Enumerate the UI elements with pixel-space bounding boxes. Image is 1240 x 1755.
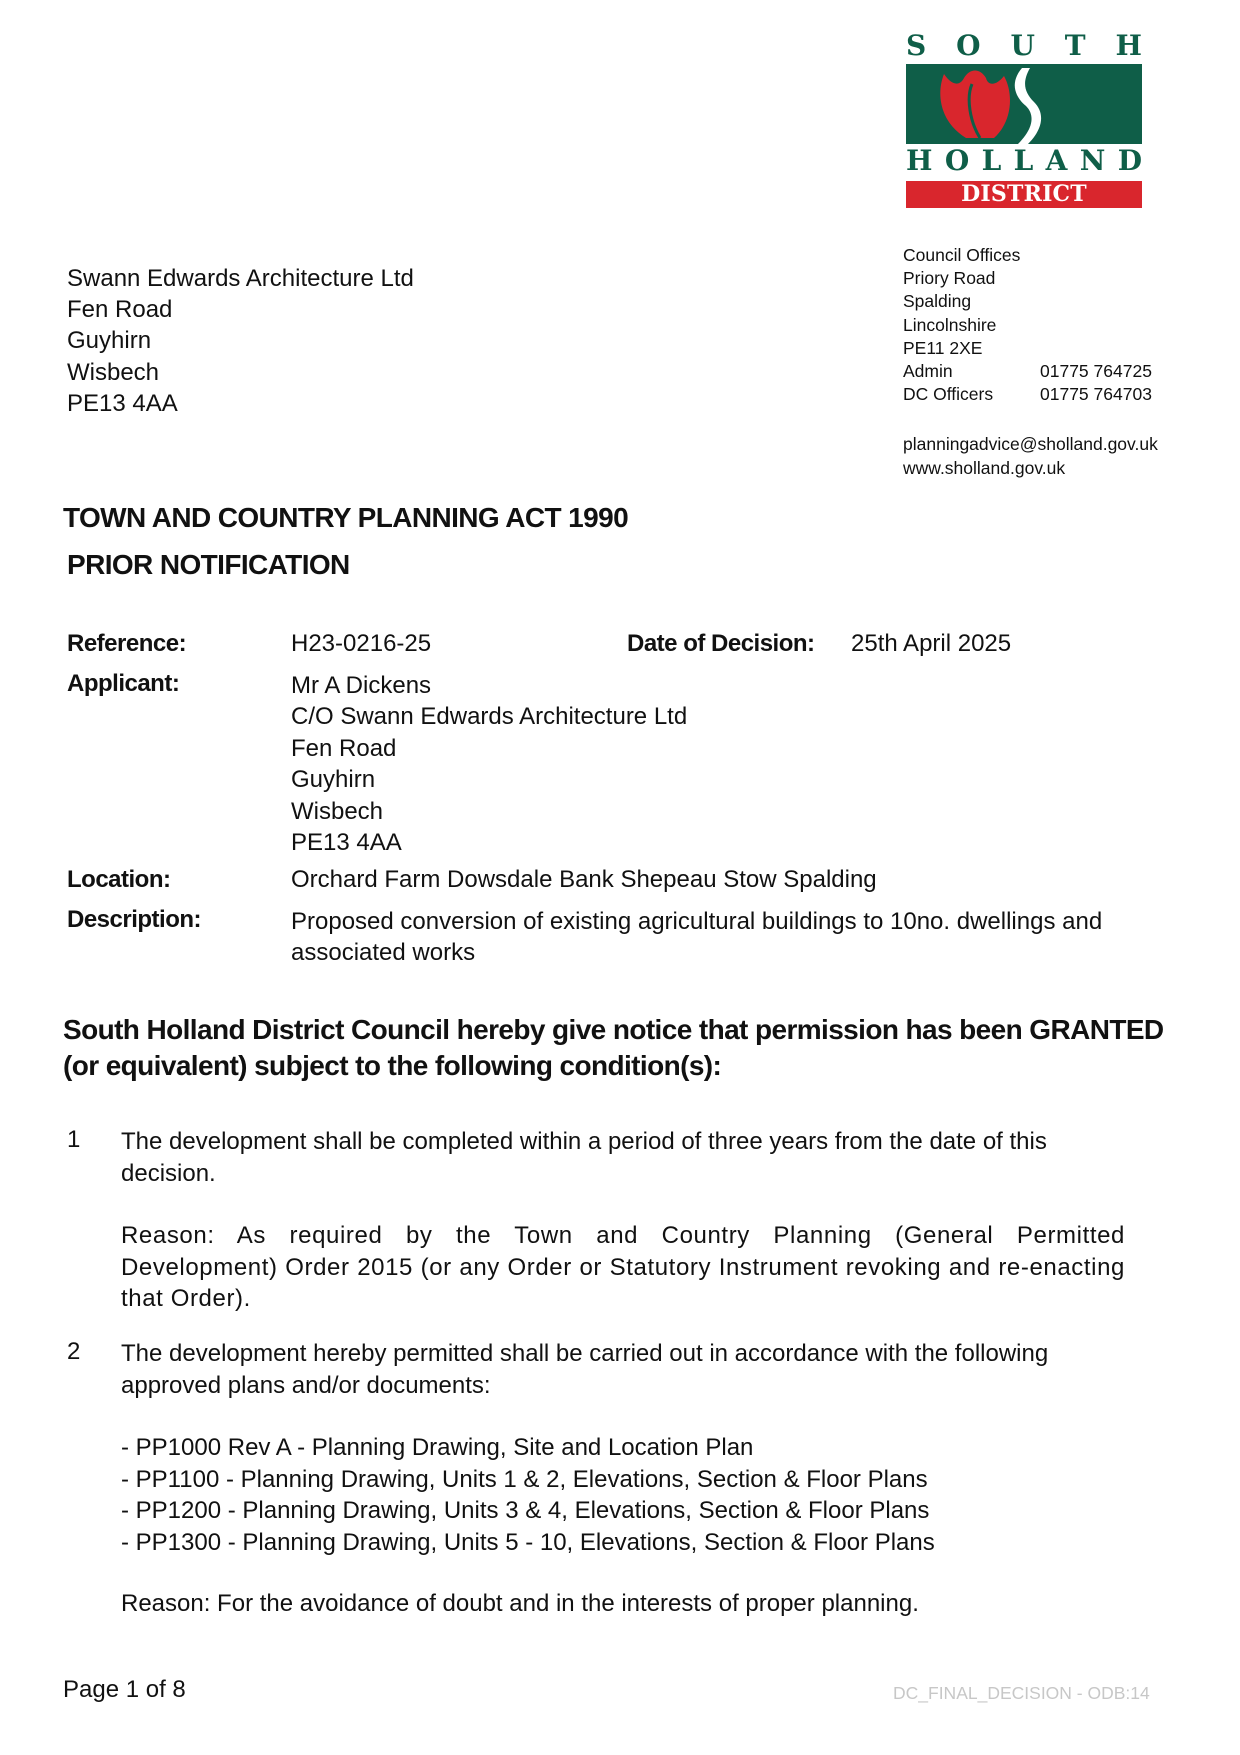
applicant-value [291,670,687,858]
logo-letter: O [956,29,981,62]
addressee-line: Guyhirn [67,327,152,355]
condition-reason: Reason: For the avoidance of doubt and in the interests of proper planning. [121,1590,919,1617]
council-address-line: Spalding [903,291,972,312]
logo-letter: N [1079,144,1106,177]
addressee-line: Fen Road [67,296,173,324]
decision-date-label: Date of Decision: [627,630,815,657]
approved-documents-list [121,1432,935,1558]
logo-letter: D [1117,144,1142,177]
logo-letter: A [1045,144,1068,177]
logo-letter: U [1010,29,1035,62]
addressee-line: Swann Edwards Architecture Ltd [67,265,414,292]
applicant-line: Wisbech [291,797,384,825]
logo-letter: H [1115,29,1142,62]
condition-reason: Reason: As required by the Town and Country Planning (General Permitted Development) Order 2015 (or any Order or Statutory Instrument revoking and re-enacting that Order). [121,1222,1125,1312]
condition-text: The development shall be completed within a period of three years from the date of this decision. [121,1128,1047,1187]
applicant-line: C/O Swann Edwards Architecture Ltd [291,703,688,731]
grant-notice: South Holland District Council hereby give notice that permission has been GRANTED (or equivalent) subject to the following condition(s): [63,1014,1164,1081]
addressee-line: Wisbech [67,358,160,386]
approved-document-item: - PP1100 - Planning Drawing, Units 1 & 2, Elevations, Section & Floor Plans [121,1465,928,1493]
council-address-line: Priory Road [903,268,996,289]
addressee-block [67,263,414,419]
location-label: Location: [67,866,171,893]
applicant-line: Mr A Dickens [291,672,432,699]
applicant-line: Guyhirn [291,766,376,794]
act-title: TOWN AND COUNTRY PLANNING ACT 1990 [63,502,629,533]
contact-label: Admin [903,361,953,382]
email-address: planningadvice@sholland.gov.uk [903,434,1158,454]
logo-bottom-text: DISTRICT COUNCIL [906,181,1142,208]
tulip-icon [906,64,1142,144]
condition-number: 1 [67,1126,81,1153]
decision-date-value: 25th April 2025 [851,630,1012,657]
page-number: Page 1 of 8 [63,1676,186,1703]
logo-letter: L [981,144,1002,177]
council-address-line: Council Offices [903,245,1021,265]
logo-top-text [906,30,1142,62]
approved-document-item: - PP1000 Rev A - Planning Drawing, Site and Location Plan [121,1434,754,1461]
reference-value: H23-0216-25 [291,630,432,657]
website-address: www.sholland.gov.uk [903,457,1066,478]
council-logo [906,29,1142,234]
applicant-label: Applicant: [67,670,180,697]
description-label: Description: [67,906,202,933]
contact-row-dc-officers [903,383,1152,406]
applicant-line: Fen Road [291,734,397,762]
contact-phone: 01775 764703 [1040,384,1152,405]
condition-number: 2 [67,1338,81,1365]
contact-label: DC Officers [903,384,994,405]
contact-phone: 01775 764725 [1040,361,1152,382]
document-code: DC_FINAL_DECISION - ODB:14 [893,1683,1150,1703]
contact-row-admin [903,360,1152,383]
approved-document-item: - PP1200 - Planning Drawing, Units 3 & 4, Elevations, Section & Floor Plans [121,1497,930,1524]
logo-tulip-band [906,64,1142,144]
council-address-block [903,244,1152,406]
online-contacts [903,433,1158,480]
approved-document-item: - PP1300 - Planning Drawing, Units 5 - 10, Elevations, Section & Floor Plans [121,1528,935,1556]
reference-label: Reference: [67,630,187,657]
council-address-line: Lincolnshire [903,314,997,335]
logo-letter: H [906,144,933,177]
council-address-line: PE11 2XE [903,337,983,358]
logo-letter: S [906,29,927,62]
logo-letter: O [944,144,970,177]
addressee-line: PE13 4AA [67,389,178,417]
description-value: Proposed conversion of existing agricultural buildings to 10no. dwellings and associated works [291,908,1103,966]
logo-letter: L [1013,144,1034,177]
location-value: Orchard Farm Dowsdale Bank Shepeau Stow Spalding [291,866,877,893]
applicant-line: PE13 4AA [291,829,402,857]
condition-text: The development hereby permitted shall be carried out in accordance with the following approved plans and/or documents: [121,1340,1049,1399]
logo-letter: T [1064,29,1086,62]
logo-middle-text [906,144,1142,178]
notice-title: PRIOR NOTIFICATION [67,549,350,580]
